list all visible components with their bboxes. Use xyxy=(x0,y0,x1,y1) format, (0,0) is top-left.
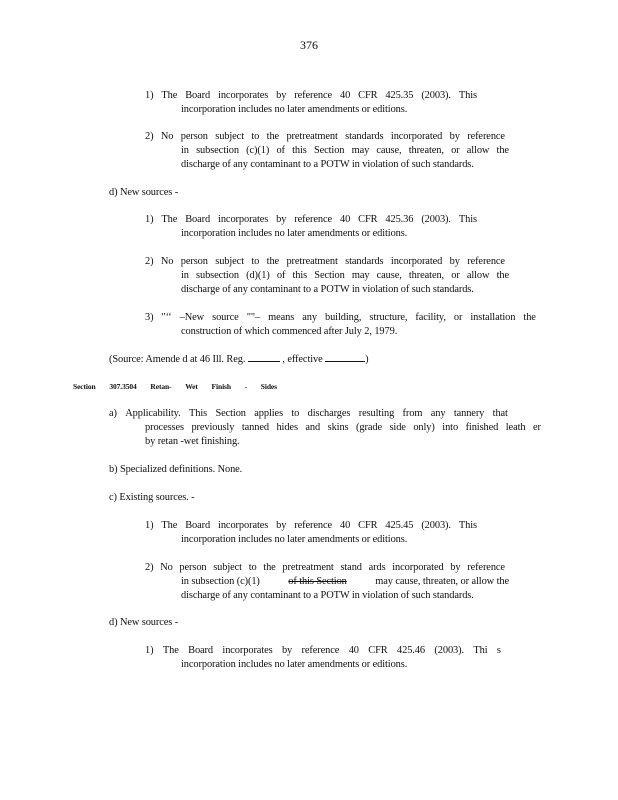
word: Board xyxy=(185,214,211,225)
word: 2) xyxy=(145,131,154,142)
word: 40 xyxy=(348,645,359,656)
word: resulting xyxy=(358,408,395,419)
text-line xyxy=(181,269,509,282)
word: in xyxy=(181,145,189,156)
word: subsection xyxy=(196,145,239,156)
word: any xyxy=(302,312,317,323)
word: reference xyxy=(294,520,333,531)
word: by xyxy=(450,562,461,573)
text-segment: in subsection (c)(1) xyxy=(181,576,260,587)
text-line xyxy=(145,519,477,532)
word: The xyxy=(161,90,178,101)
word: subsection xyxy=(196,270,239,281)
text-line: construction of which commenced after July 2, 1979. xyxy=(181,326,398,337)
word: source xyxy=(212,312,239,323)
word: of xyxy=(276,270,286,281)
word: or xyxy=(451,145,460,156)
page-number: 376 xyxy=(300,38,318,52)
word: 425.36 xyxy=(385,214,414,225)
word: into xyxy=(442,422,459,433)
word: The xyxy=(162,645,179,656)
word: may xyxy=(351,270,370,281)
word: and xyxy=(305,422,321,433)
word: discharges xyxy=(307,408,351,419)
word: by xyxy=(281,645,293,656)
text-line: by retan -wet finishing. xyxy=(145,436,240,447)
word: standards xyxy=(345,256,384,267)
text-line: incorporation includes no later amendments or editions. xyxy=(181,534,408,545)
text-line xyxy=(145,130,505,143)
word: Board xyxy=(185,90,211,101)
word: 307.3504 xyxy=(109,382,137,391)
word: (d)(1) xyxy=(246,270,270,281)
text-line: discharge of any contaminant to a POTW in violation of such standards. xyxy=(181,590,474,601)
text-line xyxy=(145,644,501,657)
word: tannery xyxy=(453,408,485,419)
text-line xyxy=(181,144,509,157)
text-line xyxy=(145,213,477,226)
word: the xyxy=(496,145,509,156)
word: (grade xyxy=(356,422,382,433)
text-line xyxy=(181,575,509,588)
text-segment: may cause, threaten, or allow the xyxy=(375,576,509,587)
struck-text: of this Section xyxy=(288,576,347,587)
word: this xyxy=(292,145,307,156)
word: This xyxy=(458,214,477,225)
word: only) xyxy=(413,422,435,433)
word: 1) xyxy=(145,214,154,225)
word: skins xyxy=(327,422,349,433)
word: Board xyxy=(185,520,211,531)
word: (2003). xyxy=(421,214,451,225)
word: s xyxy=(496,645,501,656)
word: threaten, xyxy=(408,270,445,281)
word: (2003). xyxy=(434,645,464,656)
word: Sides xyxy=(260,382,277,391)
text-line: incorporation includes no later amendments or editions. xyxy=(181,228,408,239)
word: person xyxy=(180,131,208,142)
word: installation xyxy=(470,312,516,323)
word: 3) xyxy=(145,312,154,323)
text-line xyxy=(109,407,508,420)
word: to xyxy=(248,562,257,573)
word: Section xyxy=(73,382,96,391)
word: a) xyxy=(109,408,117,419)
word: This xyxy=(458,90,477,101)
word: subject xyxy=(215,131,244,142)
text-line xyxy=(145,311,536,324)
word: Section xyxy=(215,408,246,419)
word: pretreatment xyxy=(286,131,338,142)
word: CFR xyxy=(358,90,378,101)
text-line: discharge of any contaminant to a POTW in violation of such standards. xyxy=(181,284,474,295)
source-note-prefix: (Source: Amende d at 46 Ill. Reg. xyxy=(109,354,246,365)
word: threaten, xyxy=(408,145,444,156)
word: means xyxy=(268,312,295,323)
source-note xyxy=(109,352,369,366)
section-heading xyxy=(73,380,277,393)
word: incorporates xyxy=(218,520,269,531)
word: incorporated xyxy=(392,562,444,573)
word: Applicability. xyxy=(125,408,181,419)
word: facility, xyxy=(415,312,446,323)
word: 40 xyxy=(339,214,351,225)
word: may xyxy=(351,145,370,156)
word: the xyxy=(523,312,536,323)
word: 1) xyxy=(145,90,154,101)
word: Wet xyxy=(185,382,198,391)
word: allow xyxy=(466,145,490,156)
word: to xyxy=(251,131,260,142)
word: 425.45 xyxy=(385,520,414,531)
word: any xyxy=(430,408,446,419)
word: allow xyxy=(466,270,490,281)
word: that xyxy=(492,408,508,419)
text-line: incorporation includes no later amendments or editions. xyxy=(181,104,408,115)
subsection-label: c) Existing sources. - xyxy=(109,492,195,503)
word: previously xyxy=(191,422,235,433)
word: reference xyxy=(301,645,340,656)
word: or xyxy=(451,270,460,281)
word: building, xyxy=(324,312,362,323)
word: CFR xyxy=(358,214,378,225)
word: cause, xyxy=(376,270,402,281)
word: structure, xyxy=(369,312,408,323)
word: (2003). xyxy=(421,90,451,101)
word: or xyxy=(453,312,463,323)
word: processes xyxy=(145,422,184,433)
word: Finish xyxy=(211,382,231,391)
word: (c)(1) xyxy=(246,145,270,156)
word: incorporates xyxy=(218,90,269,101)
word: of xyxy=(276,145,285,156)
word: 425.35 xyxy=(385,90,414,101)
word: standards xyxy=(345,131,384,142)
word: (2003). xyxy=(421,520,451,531)
word: the xyxy=(263,562,276,573)
word: reference xyxy=(467,131,505,142)
word: person xyxy=(179,562,207,573)
word: Section xyxy=(313,145,345,156)
word: This xyxy=(188,408,208,419)
word: from xyxy=(402,408,423,419)
word: - xyxy=(244,382,248,391)
word: er xyxy=(532,422,541,433)
word: 2) xyxy=(145,562,154,573)
word: 425.46 xyxy=(397,645,425,656)
text-line: discharge of any contaminant to a POTW in violation of such standards. xyxy=(181,159,474,170)
word: to xyxy=(251,256,260,267)
word: incorporated xyxy=(390,131,443,142)
word: in xyxy=(181,270,189,281)
word: pretreatment xyxy=(282,562,334,573)
word: tanned xyxy=(241,422,269,433)
word: –New xyxy=(179,312,205,323)
word: ards xyxy=(368,562,386,573)
word: the xyxy=(266,131,280,142)
blank-line xyxy=(325,352,365,362)
word: No xyxy=(160,256,174,267)
text-line xyxy=(145,421,541,434)
word: CFR xyxy=(368,645,388,656)
word: 2) xyxy=(145,256,154,267)
word: person xyxy=(180,256,208,267)
subsection-label: d) New sources - xyxy=(109,187,179,198)
text-line xyxy=(145,255,505,268)
word: side xyxy=(389,422,406,433)
word: 40 xyxy=(339,520,351,531)
word: by xyxy=(276,214,287,225)
word: the xyxy=(496,270,509,281)
word: No xyxy=(160,131,174,142)
word: 1) xyxy=(145,520,154,531)
word: by xyxy=(276,90,287,101)
word: incorporated xyxy=(390,256,443,267)
word: CFR xyxy=(358,520,378,531)
word: to xyxy=(291,408,300,419)
word: cause, xyxy=(376,145,402,156)
source-note-middle: , effective xyxy=(282,354,323,365)
word: reference xyxy=(294,214,333,225)
word: by xyxy=(449,256,460,267)
word: incorporates xyxy=(222,645,273,656)
word: The xyxy=(161,520,178,531)
word: reference xyxy=(467,562,505,573)
word: ""– xyxy=(246,312,261,323)
subsection-label: d) New sources - xyxy=(109,617,179,628)
word: subject xyxy=(215,256,244,267)
word: by xyxy=(276,520,287,531)
word: This xyxy=(458,520,477,531)
text-line xyxy=(145,561,505,574)
word: reference xyxy=(467,256,505,267)
word: No xyxy=(160,562,173,573)
source-note-suffix: ) xyxy=(365,354,369,365)
word: finished xyxy=(465,422,499,433)
word: stand xyxy=(340,562,362,573)
word: pretreatment xyxy=(286,256,338,267)
word: Retan- xyxy=(150,382,172,391)
text-line: incorporation includes no later amendments or editions. xyxy=(181,659,408,670)
word: incorporates xyxy=(218,214,269,225)
word: 40 xyxy=(339,90,351,101)
word: subject xyxy=(213,562,242,573)
word: by xyxy=(449,131,460,142)
text-line: b) Specialized definitions. None. xyxy=(109,464,243,475)
text-line xyxy=(145,89,477,102)
word: applies xyxy=(254,408,284,419)
word: The xyxy=(161,214,178,225)
word: "‘‘ xyxy=(161,312,172,323)
word: this xyxy=(292,270,308,281)
word: hides xyxy=(276,422,298,433)
word: reference xyxy=(294,90,333,101)
word: Section xyxy=(314,270,345,281)
word: leath xyxy=(505,422,526,433)
word: the xyxy=(266,256,280,267)
word: Thi xyxy=(473,645,488,656)
word: Board xyxy=(188,645,214,656)
word: 1) xyxy=(145,645,154,656)
blank-line xyxy=(248,352,280,362)
